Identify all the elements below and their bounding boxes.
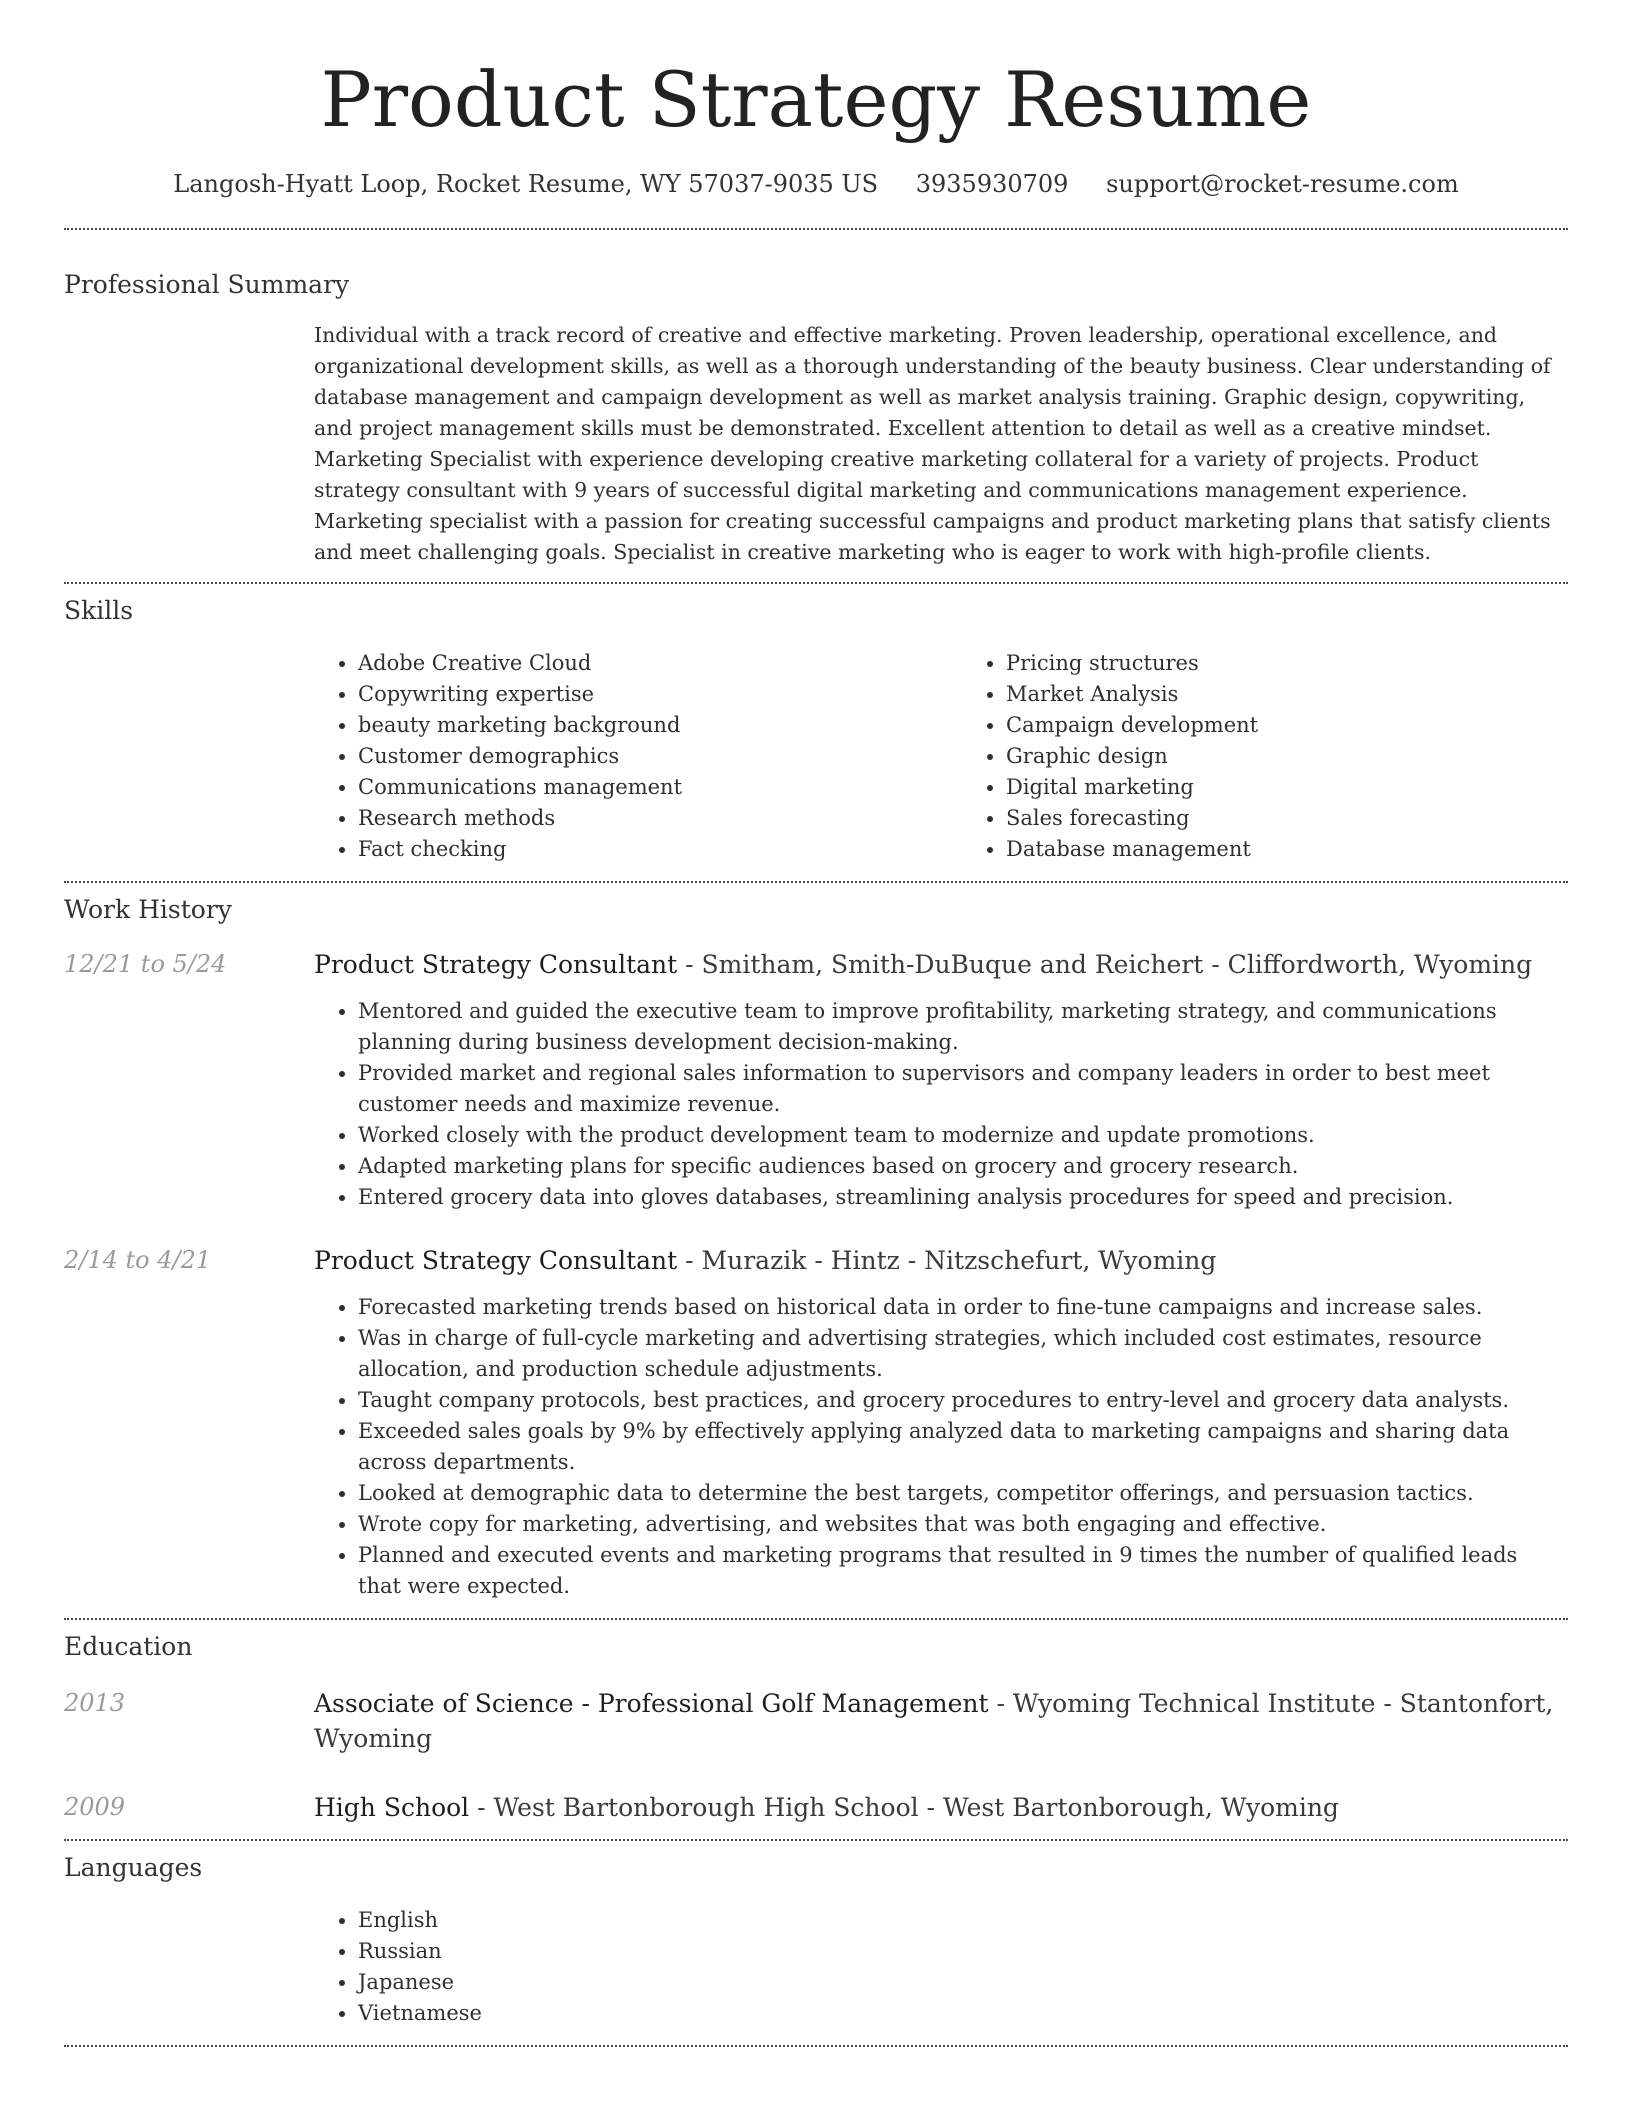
job-bullet: • Planned and executed events and marketing programs that resulted in 9 times the number of qualified leads that were expected.: [358, 1540, 1566, 1602]
divider-languages: [64, 2045, 1568, 2047]
job-role: Product Strategy Consultant: [314, 1246, 678, 1275]
resume-title: Product Strategy Resume: [320, 55, 1312, 144]
summary-text: Individual with a track record of creative and effective marketing. Proven leadership, operational excellence, and organizational development skills, as well as a thorough understanding of the beauty business. Clear understanding of database management and campaign development as well as market analysis training. Graphic design, copywriting, and project management skills must be demonstrated. Excellent attention to detail as well as a creative mindset. Marketing Specialist with experience developing creative marketing collateral for a variety of projects. Product strategy consultant with 9 years of successful digital marketing and communications management experience. Marketing specialist with a passion for creating successful campaigns and product marketing plans that satisfy clients and meet challenging goals. Specialist in creative marketing who is eager to work with high-profile clients.: [314, 323, 1551, 564]
job-role: Product Strategy Consultant: [314, 950, 678, 979]
job-entry: [64, 1243, 1568, 1602]
work-heading: Work History: [64, 895, 232, 924]
job-bullet: • Adapted marketing plans for specific audiences based on grocery and grocery research.: [358, 1151, 1566, 1182]
languages-list: [314, 1905, 1566, 2029]
job-bullet: • Taught company protocols, best practices, and grocery procedures to entry-level and grocery data analysts.: [358, 1385, 1566, 1416]
education-school: - West Bartonborough High School - West Bartonborough, Wyoming: [469, 1793, 1339, 1822]
skill-item: • Copywriting expertise: [358, 679, 918, 710]
job-bullet: • Looked at demographic data to determine the best targets, competitor offerings, and persuasion tactics.: [358, 1478, 1566, 1509]
education-entry: [64, 1790, 1568, 1825]
language-item: • Russian: [358, 1936, 1566, 1967]
skill-item: • Fact checking: [358, 834, 918, 865]
education-entry: [64, 1686, 1568, 1756]
language-item: • Vietnamese: [358, 1998, 1566, 2029]
contact-address: Langosh-Hyatt Loop, Rocket Resume, WY 57037-9035 US: [173, 170, 879, 198]
skills-left-list: [314, 648, 918, 865]
job-bullet: • Provided market and regional sales information to supervisors and company leaders in order to best meet customer needs and maximize revenue.: [358, 1058, 1566, 1120]
education-school: - Wyoming Technical Institute - Stantonfort, Wyoming: [314, 1689, 1554, 1753]
job-bullet: • Forecasted marketing trends based on historical data in order to fine-tune campaigns and increase sales.: [358, 1292, 1566, 1323]
job-date: 2/14 to 4/21: [64, 1246, 212, 1274]
skill-item: • Pricing structures: [1006, 648, 1566, 679]
skill-item: • Digital marketing: [1006, 772, 1566, 803]
section-education: [64, 1620, 1568, 1825]
section-languages: [64, 1841, 1568, 2029]
education-degree: High School: [314, 1793, 470, 1822]
skills-heading: Skills: [64, 596, 134, 625]
job-bullet: • Exceeded sales goals by 9% by effectively applying analyzed data to marketing campaigns and sharing data across departments.: [358, 1416, 1566, 1478]
section-skills: [64, 584, 1568, 865]
contact-email: support@rocket-resume.com: [1106, 170, 1459, 198]
contact-line: [64, 168, 1568, 200]
job-bullet: • Mentored and guided the executive team to improve profitability, marketing strategy, and communications planning during business development decision-making.: [358, 996, 1566, 1058]
skill-item: • Graphic design: [1006, 741, 1566, 772]
job-entry: [64, 947, 1568, 1213]
job-heading: [314, 1243, 1568, 1278]
job-bullet: • Worked closely with the product development team to modernize and update promotions.: [358, 1120, 1566, 1151]
languages-body: [314, 1905, 1566, 2029]
language-item: • Japanese: [358, 1967, 1566, 1998]
skill-item: • Research methods: [358, 803, 918, 834]
summary-heading: Professional Summary: [64, 270, 350, 299]
skill-item: • Sales forecasting: [1006, 803, 1566, 834]
education-heading-line: [314, 1686, 1568, 1756]
education-date: 2013: [64, 1689, 126, 1717]
skill-item: • Database management: [1006, 834, 1566, 865]
education-date: 2009: [64, 1793, 126, 1821]
job-heading: [314, 947, 1568, 982]
skill-item: • Market Analysis: [1006, 679, 1566, 710]
skill-item: • Communications management: [358, 772, 918, 803]
skill-item: • beauty marketing background: [358, 710, 918, 741]
contact-phone: 3935930709: [915, 170, 1069, 198]
education-heading-line: [314, 1790, 1568, 1825]
job-bullet: • Was in charge of full-cycle marketing and advertising strategies, which included cost estimates, resource allocation, and production schedule adjustments.: [358, 1323, 1566, 1385]
job-bullets: [314, 1292, 1566, 1602]
skills-grid: [314, 648, 1566, 865]
skill-item: • Adobe Creative Cloud: [358, 648, 918, 679]
resume-page: [64, 0, 1568, 2047]
skill-item: • Campaign development: [1006, 710, 1566, 741]
job-employer: - Murazik - Hintz - Nitzschefurt, Wyoming: [677, 1246, 1217, 1275]
skill-item: • Customer demographics: [358, 741, 918, 772]
job-date: 12/21 to 5/24: [64, 950, 227, 978]
education-heading: Education: [64, 1632, 193, 1661]
job-bullets: [314, 996, 1566, 1213]
languages-heading: Languages: [64, 1853, 203, 1882]
skills-right-list: [962, 648, 1566, 865]
summary-body: [314, 320, 1566, 568]
job-bullet-list: [314, 1292, 1566, 1602]
education-degree: Associate of Science - Professional Golf Management: [314, 1689, 989, 1718]
job-bullet-list: [314, 996, 1566, 1213]
job-employer: - Smitham, Smith-DuBuque and Reichert - Cliffordworth, Wyoming: [677, 950, 1533, 979]
job-bullet: • Wrote copy for marketing, advertising, and websites that was both engaging and effective.: [358, 1509, 1566, 1540]
section-summary: [64, 230, 1568, 568]
job-bullet: • Entered grocery data into gloves databases, streamlining analysis procedures for speed and precision.: [358, 1182, 1566, 1213]
language-item: • English: [358, 1905, 1566, 1936]
section-work-history: [64, 883, 1568, 1602]
